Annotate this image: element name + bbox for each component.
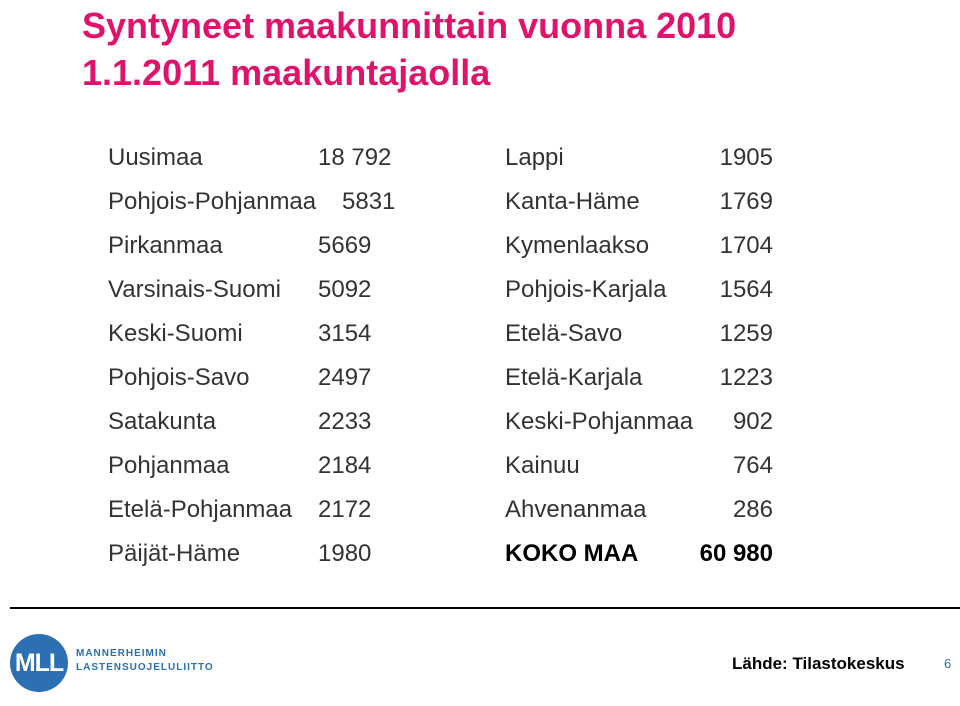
page-title-line-1: Syntyneet maakunnittain vuonna 2010 [82, 5, 737, 46]
page-title [82, 2, 902, 96]
region-name: Kainuu [505, 452, 580, 479]
region-name: Ahvenanmaa [505, 496, 647, 523]
births-value: 5092 [318, 276, 372, 303]
births-value: 18 792 [318, 144, 392, 171]
births-value: 2184 [318, 452, 372, 479]
region-name: Uusimaa [108, 144, 203, 171]
region-name: Varsinais-Suomi [108, 276, 281, 303]
births-value: 5831 [342, 188, 396, 215]
source-note: Lähde: Tilastokeskus [732, 654, 905, 673]
page-title-line-2: 1.1.2011 maakuntajaolla [82, 52, 491, 93]
region-name: Etelä-Pohjanmaa [108, 496, 293, 523]
logo-letters: MLL [14, 649, 64, 677]
births-value: 2233 [318, 408, 372, 435]
births-value: 1223 [719, 364, 773, 391]
total-value: 60 980 [699, 540, 773, 567]
total-label: KOKO MAA [505, 540, 639, 567]
region-name: Pohjois-Pohjanmaa [108, 188, 317, 215]
region-name: Lappi [505, 144, 564, 171]
births-value: 764 [732, 452, 773, 479]
births-value: 286 [732, 496, 773, 523]
births-value: 1905 [719, 144, 773, 171]
region-name: Pirkanmaa [108, 232, 223, 259]
footer-divider [10, 607, 960, 609]
mll-logo [10, 634, 214, 692]
region-name: Pohjois-Karjala [505, 276, 667, 303]
births-value: 5669 [318, 232, 372, 259]
births-value: 1259 [719, 320, 773, 347]
region-name: Kymenlaakso [505, 232, 650, 259]
region-name: Kanta-Häme [505, 188, 640, 215]
region-name: Keski-Pohjanmaa [505, 408, 694, 435]
region-name: Keski-Suomi [108, 320, 243, 347]
region-name: Pohjanmaa [108, 452, 230, 479]
logo-line-1: MANNERHEIMIN [76, 648, 167, 659]
births-value: 1564 [719, 276, 773, 303]
region-name: Pohjois-Savo [108, 364, 250, 391]
region-name: Päijät-Häme [108, 540, 241, 567]
region-name: Satakunta [108, 408, 217, 435]
births-value: 1980 [318, 540, 372, 567]
region-name: Etelä-Savo [505, 320, 623, 347]
page-number: 6 [944, 656, 952, 671]
logo-wordmark [76, 647, 214, 675]
births-value: 1769 [719, 188, 773, 215]
births-value: 3154 [318, 320, 372, 347]
births-value: 902 [732, 408, 773, 435]
births-value: 2172 [318, 496, 372, 523]
region-name: Etelä-Karjala [505, 364, 643, 391]
births-value: 2497 [318, 364, 372, 391]
births-value: 1704 [719, 232, 773, 259]
logo-line-2: LASTENSUOJELULIITTO [76, 662, 214, 673]
